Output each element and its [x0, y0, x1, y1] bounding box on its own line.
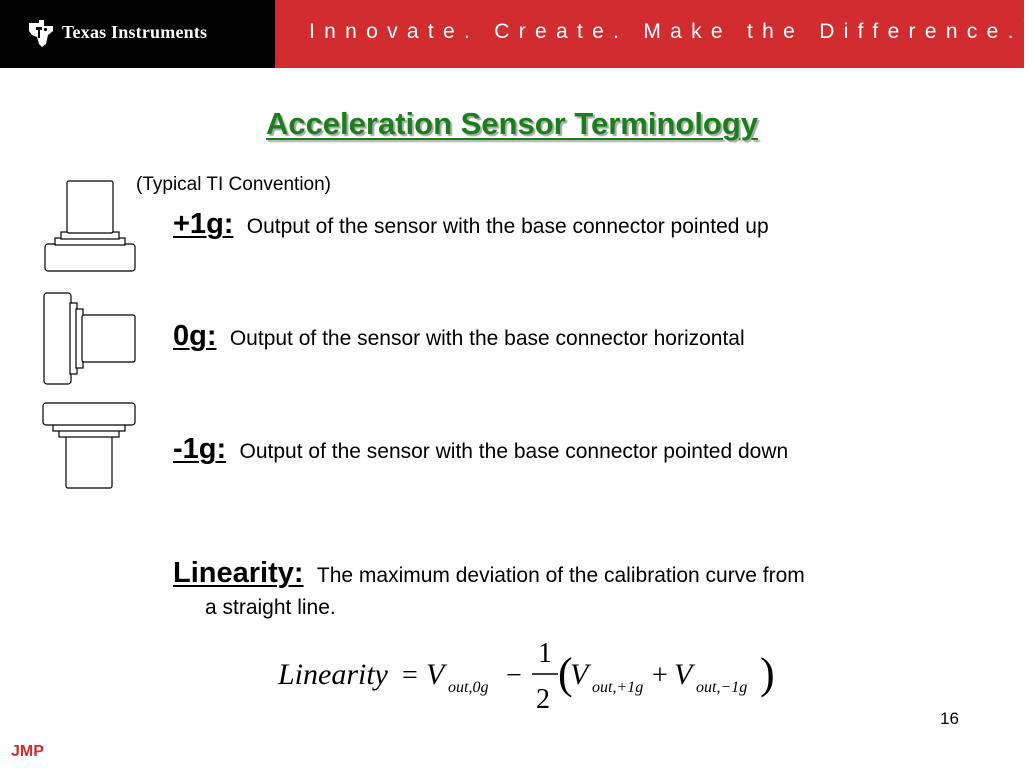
formula-plus: +	[652, 660, 668, 691]
formula-fraction-numerator: 1	[538, 638, 552, 669]
sensor-connector-horizontal-icon	[42, 290, 140, 388]
convention-note: (Typical TI Convention)	[136, 174, 332, 195]
company-name: Texas Instruments	[62, 22, 208, 42]
sensor-connector-up-icon	[42, 178, 138, 274]
footer-author-label: JMP	[11, 743, 44, 760]
formula-v: V	[570, 658, 589, 691]
term-row-plus-1g	[173, 208, 769, 241]
formula-subscript-minus-1g: out,−1g	[696, 679, 748, 696]
header-banner	[0, 0, 1032, 68]
tagline-text: Innovate. Create. Make the Difference.	[309, 20, 1023, 43]
term-label: 0g:	[173, 320, 217, 352]
formula-right-paren: )	[760, 649, 775, 698]
term-row-linearity	[173, 557, 805, 590]
tagline	[309, 20, 1032, 44]
term-description: Output of the sensor with the base connector pointed down	[239, 440, 789, 463]
formula-lhs: Linearity	[278, 658, 388, 691]
formula-subscript-0g: out,0g	[448, 679, 489, 696]
term-description: Output of the sensor with the base connector horizontal	[229, 327, 745, 350]
term-label: +1g:	[173, 208, 234, 240]
term-description: Output of the sensor with the base connector pointed up	[246, 215, 769, 238]
formula-v: V	[674, 658, 693, 691]
page-number: 16	[940, 709, 959, 728]
formula-fraction-denominator: 2	[536, 684, 550, 715]
formula-equals: =	[402, 660, 418, 691]
linearity-description-continued: a straight line.	[205, 596, 336, 619]
slide-title: Acceleration Sensor Terminology	[265, 106, 759, 141]
sensor-connector-down-icon	[42, 402, 138, 492]
formula-v: V	[426, 658, 445, 691]
trademark-mark: ™	[1022, 18, 1032, 28]
linearity-formula	[278, 630, 778, 716]
term-row-0g	[173, 320, 745, 353]
term-label: -1g:	[173, 433, 227, 465]
term-row-minus-1g	[173, 433, 788, 466]
formula-left-paren: (	[558, 649, 573, 698]
term-description: The maximum deviation of the calibration curve from	[316, 564, 805, 587]
formula-subscript-plus-1g: out,+1g	[592, 679, 644, 696]
formula-minus: −	[506, 660, 522, 691]
ti-logo-icon	[26, 17, 56, 49]
term-label: Linearity:	[173, 557, 304, 589]
header-logo-area	[0, 0, 275, 68]
